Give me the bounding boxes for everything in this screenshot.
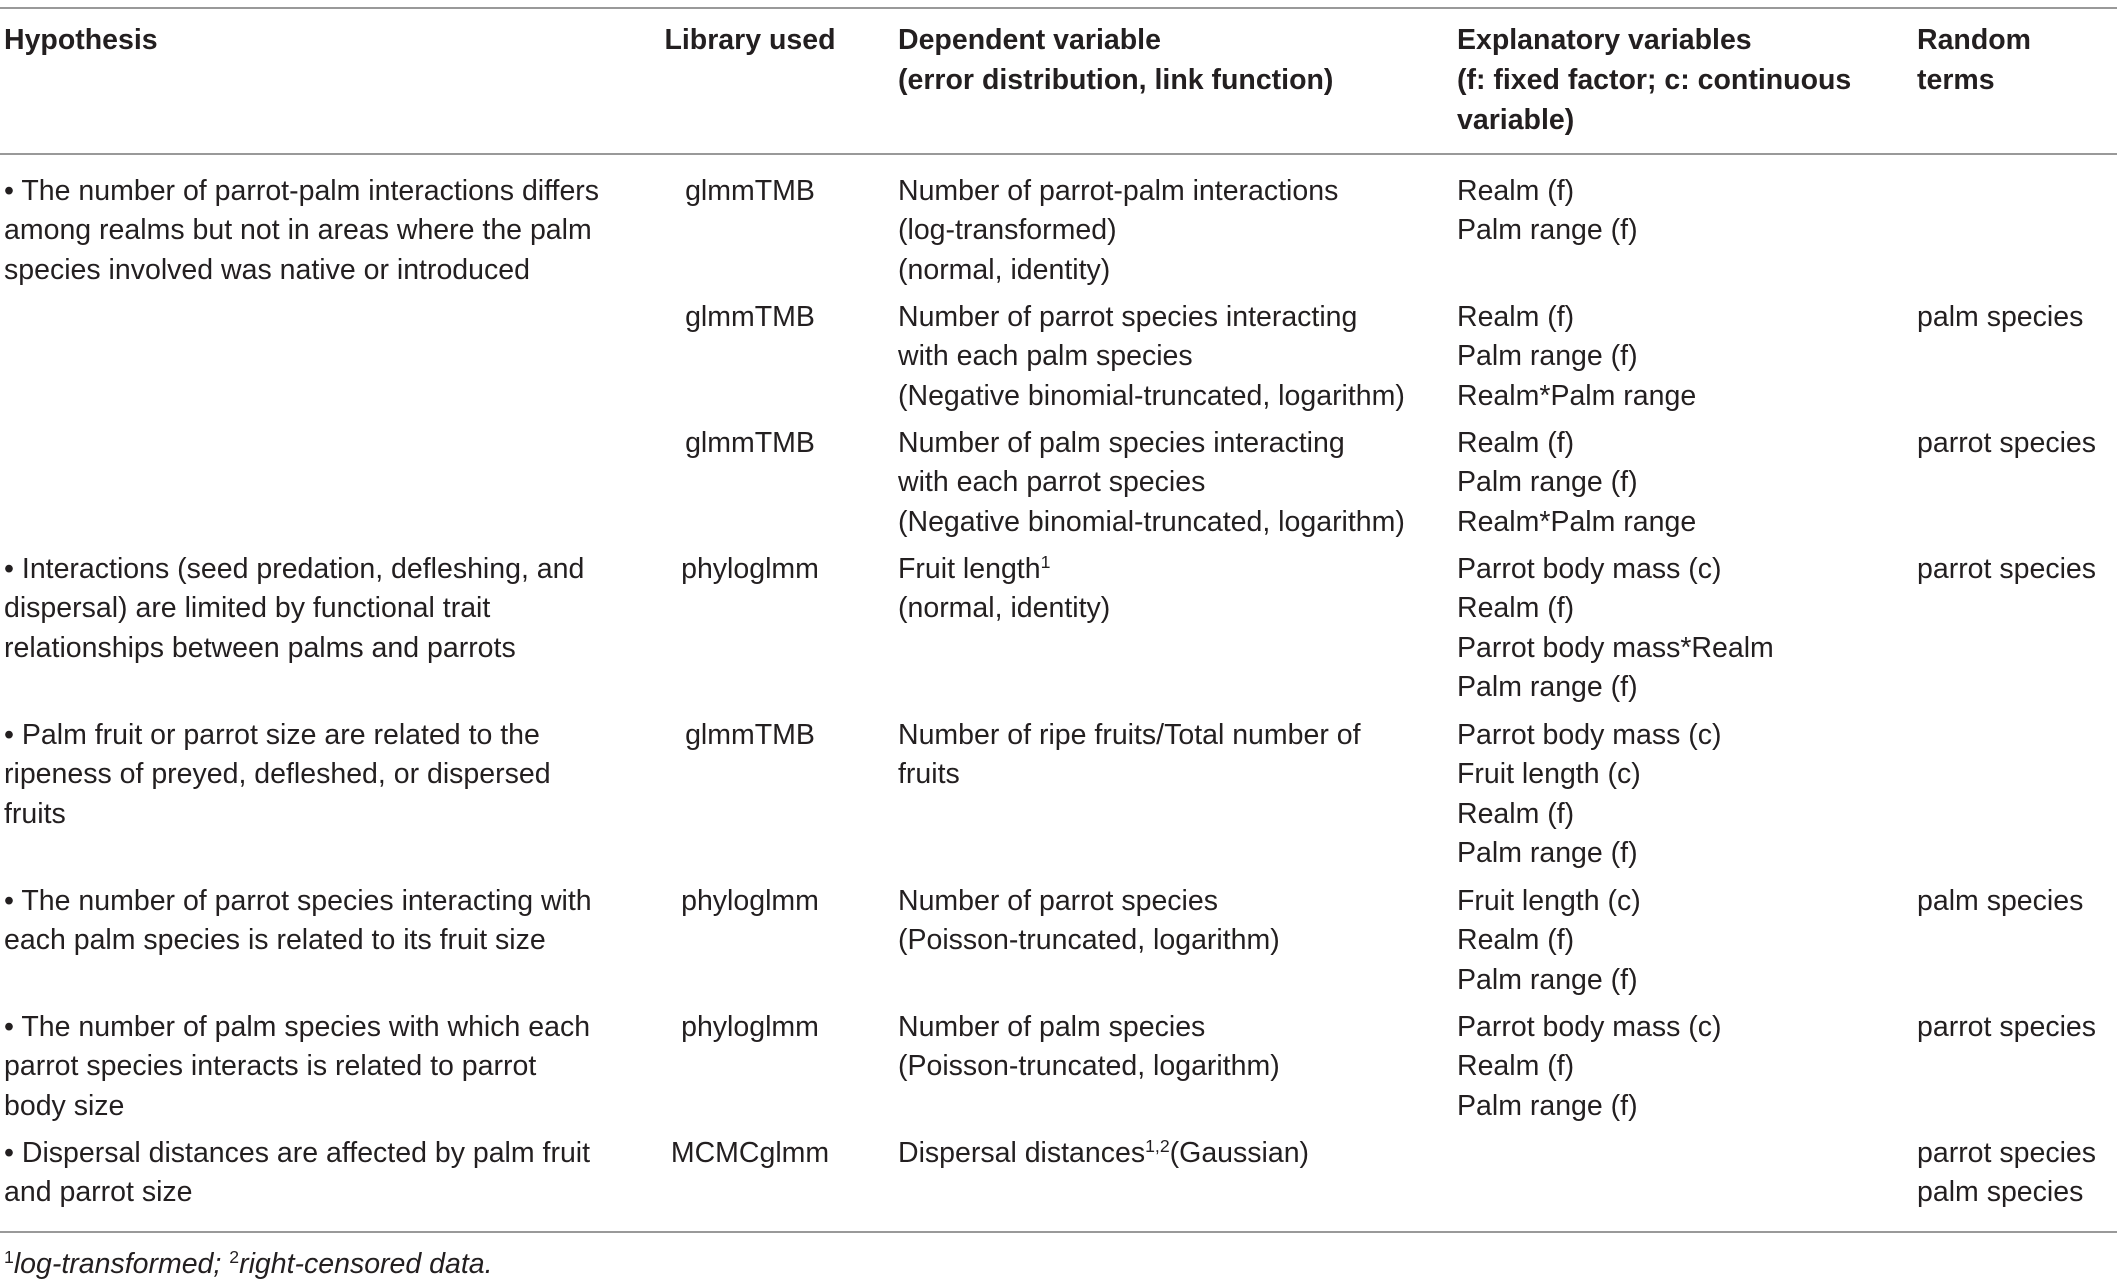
row1-explanatory: Realm (f) Palm range (f)	[1457, 175, 1638, 247]
table-bottom-rule	[0, 1231, 2117, 1233]
row5-explanatory: Parrot body mass (c) Fruit length (c) Realm (f) Palm range (f)	[1457, 719, 1722, 870]
row8-library: MCMCglmm	[670, 1137, 830, 1169]
row8-random: parrot species palm species	[1917, 1137, 2097, 1209]
row7-random: parrot species	[1917, 1011, 2097, 1043]
row5-dependent: Number of ripe fruits/Total number of fruits	[898, 719, 1361, 791]
row4-dependent: Fruit length$^1$ (normal, identity)	[898, 552, 1111, 625]
header-explanatory: Explanatory variables (f: fixed factor; c: continuous variable)	[1457, 24, 1852, 136]
row7-hypothesis: • The number of palm species with which each parrot species interacts is related to parrot body size	[4, 1011, 591, 1122]
row7-explanatory: Parrot body mass (c) Realm (f) Palm range (f)	[1457, 1011, 1722, 1122]
row4-library: phyloglmm	[681, 553, 819, 585]
row5-library: glmmTMB	[685, 719, 815, 751]
row7-library: phyloglmm	[681, 1011, 819, 1043]
row6-library: phyloglmm	[681, 885, 819, 917]
row6-dependent: Number of parrot species (Poisson-truncated, logarithm)	[898, 885, 1280, 957]
row6-random: palm species	[1917, 885, 2084, 917]
header-random: Random terms	[1917, 24, 2031, 96]
row8-hypothesis: • Dispersal distances are affected by palm fruit and parrot size	[4, 1137, 591, 1209]
row2-library: glmmTMB	[685, 301, 815, 333]
row8-dependent: Dispersal distances$^{1,2}$(Gaussian)	[898, 1136, 1310, 1169]
row1-library: glmmTMB	[685, 175, 815, 207]
row1-dependent: Number of parrot-palm interactions (log-transformed) (normal, identity)	[898, 175, 1339, 286]
row2-explanatory: Realm (f) Palm range (f) Realm*Palm range	[1457, 301, 1697, 412]
row3-dependent: Number of palm species interacting with each parrot species (Negative binomial-truncated, logarithm)	[898, 427, 1405, 538]
row2-dependent: Number of parrot species interacting with each palm species (Negative binomial-truncated, logarithm)	[898, 301, 1405, 412]
row3-explanatory: Realm (f) Palm range (f) Realm*Palm range	[1457, 427, 1697, 538]
row3-library: glmmTMB	[685, 427, 815, 459]
row2-random: palm species	[1917, 301, 2084, 333]
row4-explanatory: Parrot body mass (c) Realm (f) Parrot body mass*Realm Palm range (f)	[1457, 553, 1774, 704]
row7-dependent: Number of palm species (Poisson-truncated, logarithm)	[898, 1011, 1280, 1083]
header-rule	[0, 153, 2117, 155]
row5-hypothesis: • Palm fruit or parrot size are related to the ripeness of preyed, defleshed, or dispersed fruits	[4, 719, 551, 830]
row4-random: parrot species	[1917, 553, 2097, 585]
header-dependent: Dependent variable (error distribution, link function)	[898, 24, 1334, 96]
header-library: Library used	[664, 24, 836, 56]
row1-hypothesis: • The number of parrot-palm interactions differs among realms but not in areas where the palm species involved was native or introduced	[4, 175, 600, 286]
table-top-rule	[0, 7, 2117, 9]
table-footnote: $^1$log-transformed; $^2$right-censored data.	[4, 1247, 493, 1280]
header-hypothesis: Hypothesis	[4, 24, 158, 56]
row4-hypothesis: • Interactions (seed predation, defleshing, and dispersal) are limited by functional trait relationships between palms and parrots	[4, 553, 585, 664]
row6-hypothesis: • The number of parrot species interacting with each palm species is related to its fruit size	[4, 885, 592, 957]
row6-explanatory: Fruit length (c) Realm (f) Palm range (f)	[1457, 885, 1641, 996]
row3-random: parrot species	[1917, 427, 2097, 459]
